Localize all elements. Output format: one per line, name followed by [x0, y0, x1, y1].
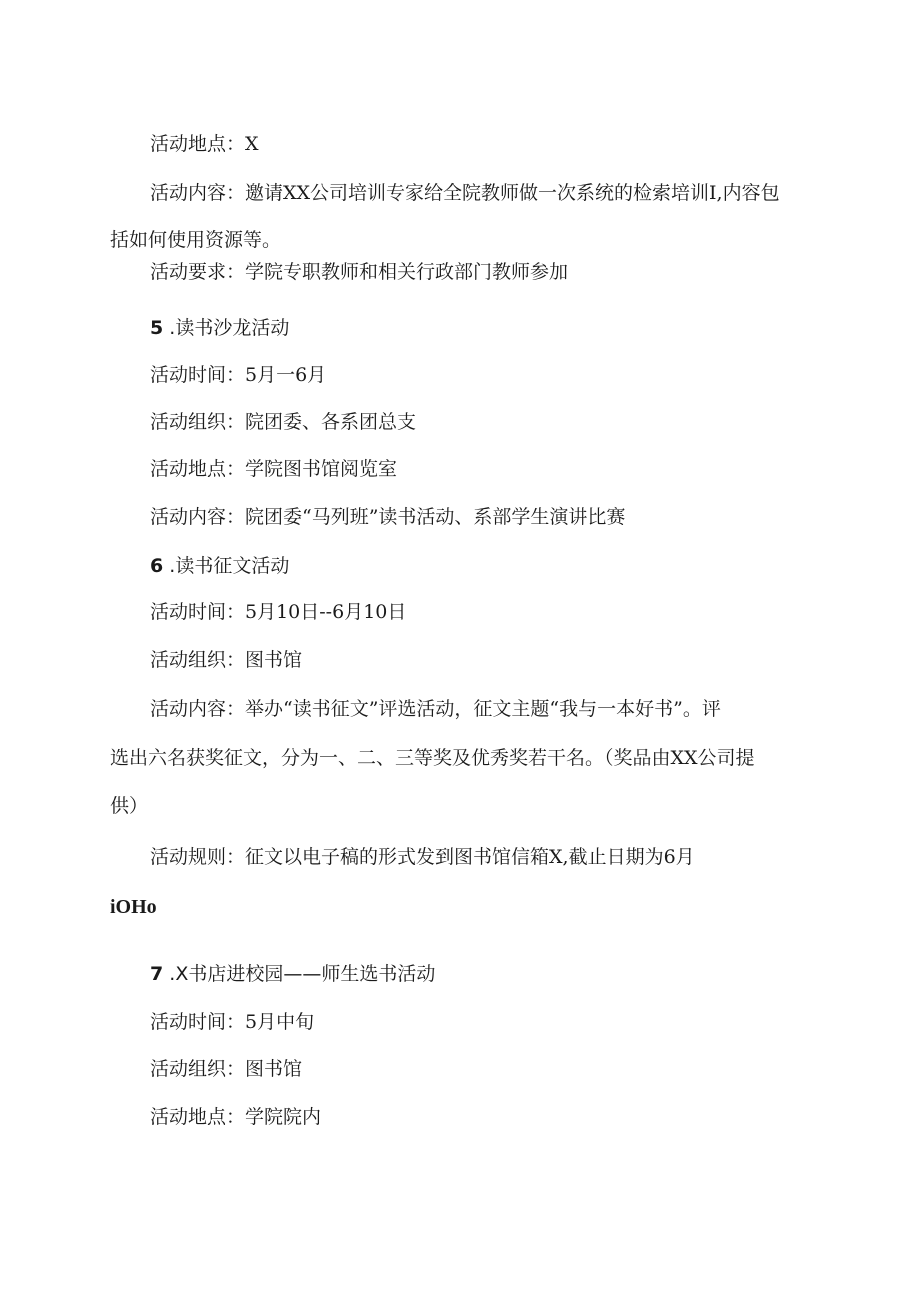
s6-rules-line: 活动规则：征文以电子稿的形式发到图书馆信箱X,截止日期为6月 [150, 846, 695, 868]
section-6-title: .读书征文活动 [169, 555, 290, 577]
s5-content-line: 活动内容：院团委“马列班”读书活动、系部学生演讲比赛 [150, 506, 626, 528]
s5-organizer-line: 活动组织：院团委、各系团总支 [150, 411, 417, 433]
section-5-number: 5 [150, 317, 164, 339]
s6-content-line-2: 选出六名获奖征文，分为一、二、三等奖及优秀奖若干名。（奖品由XX公司提 [110, 747, 755, 769]
activity-location-line: 活动地点：X [150, 133, 259, 155]
section-7-heading [150, 962, 435, 986]
s6-content-line-3: 供） [110, 795, 149, 817]
s6-organizer-line: 活动组织：图书馆 [150, 649, 303, 671]
activity-content-line-1: 活动内容：邀请XX公司培训专家给全院教师做一次系统的检索培训I,内容包 [150, 182, 780, 204]
s5-location-line: 活动地点：学院图书馆阅览室 [150, 458, 398, 480]
section-5-title: .读书沙龙活动 [169, 317, 290, 339]
activity-requirement-line: 活动要求：学院专职教师和相关行政部门教师参加 [150, 261, 569, 283]
s7-organizer-line: 活动组织：图书馆 [150, 1058, 303, 1080]
s7-location-line: 活动地点：学院院内 [150, 1106, 322, 1128]
section-5-heading [150, 316, 289, 340]
s6-rules-continuation: iOHo [110, 896, 157, 918]
section-7-title: .X书店进校园——师生选书活动 [169, 963, 436, 985]
activity-content-line-2: 括如何使用资源等。 [110, 229, 282, 251]
s7-time-line: 活动时间：5月中旬 [150, 1011, 315, 1033]
section-6-number: 6 [150, 555, 164, 577]
s6-time-line: 活动时间：5月10日--6月10日 [150, 601, 407, 623]
section-6-heading [150, 554, 289, 578]
s6-content-line-1: 活动内容：举办“读书征文”评选活动，征文主题“我与一本好书”。评 [150, 698, 721, 720]
s5-time-line: 活动时间：5月一6月 [150, 364, 327, 386]
section-7-number: 7 [150, 963, 164, 985]
